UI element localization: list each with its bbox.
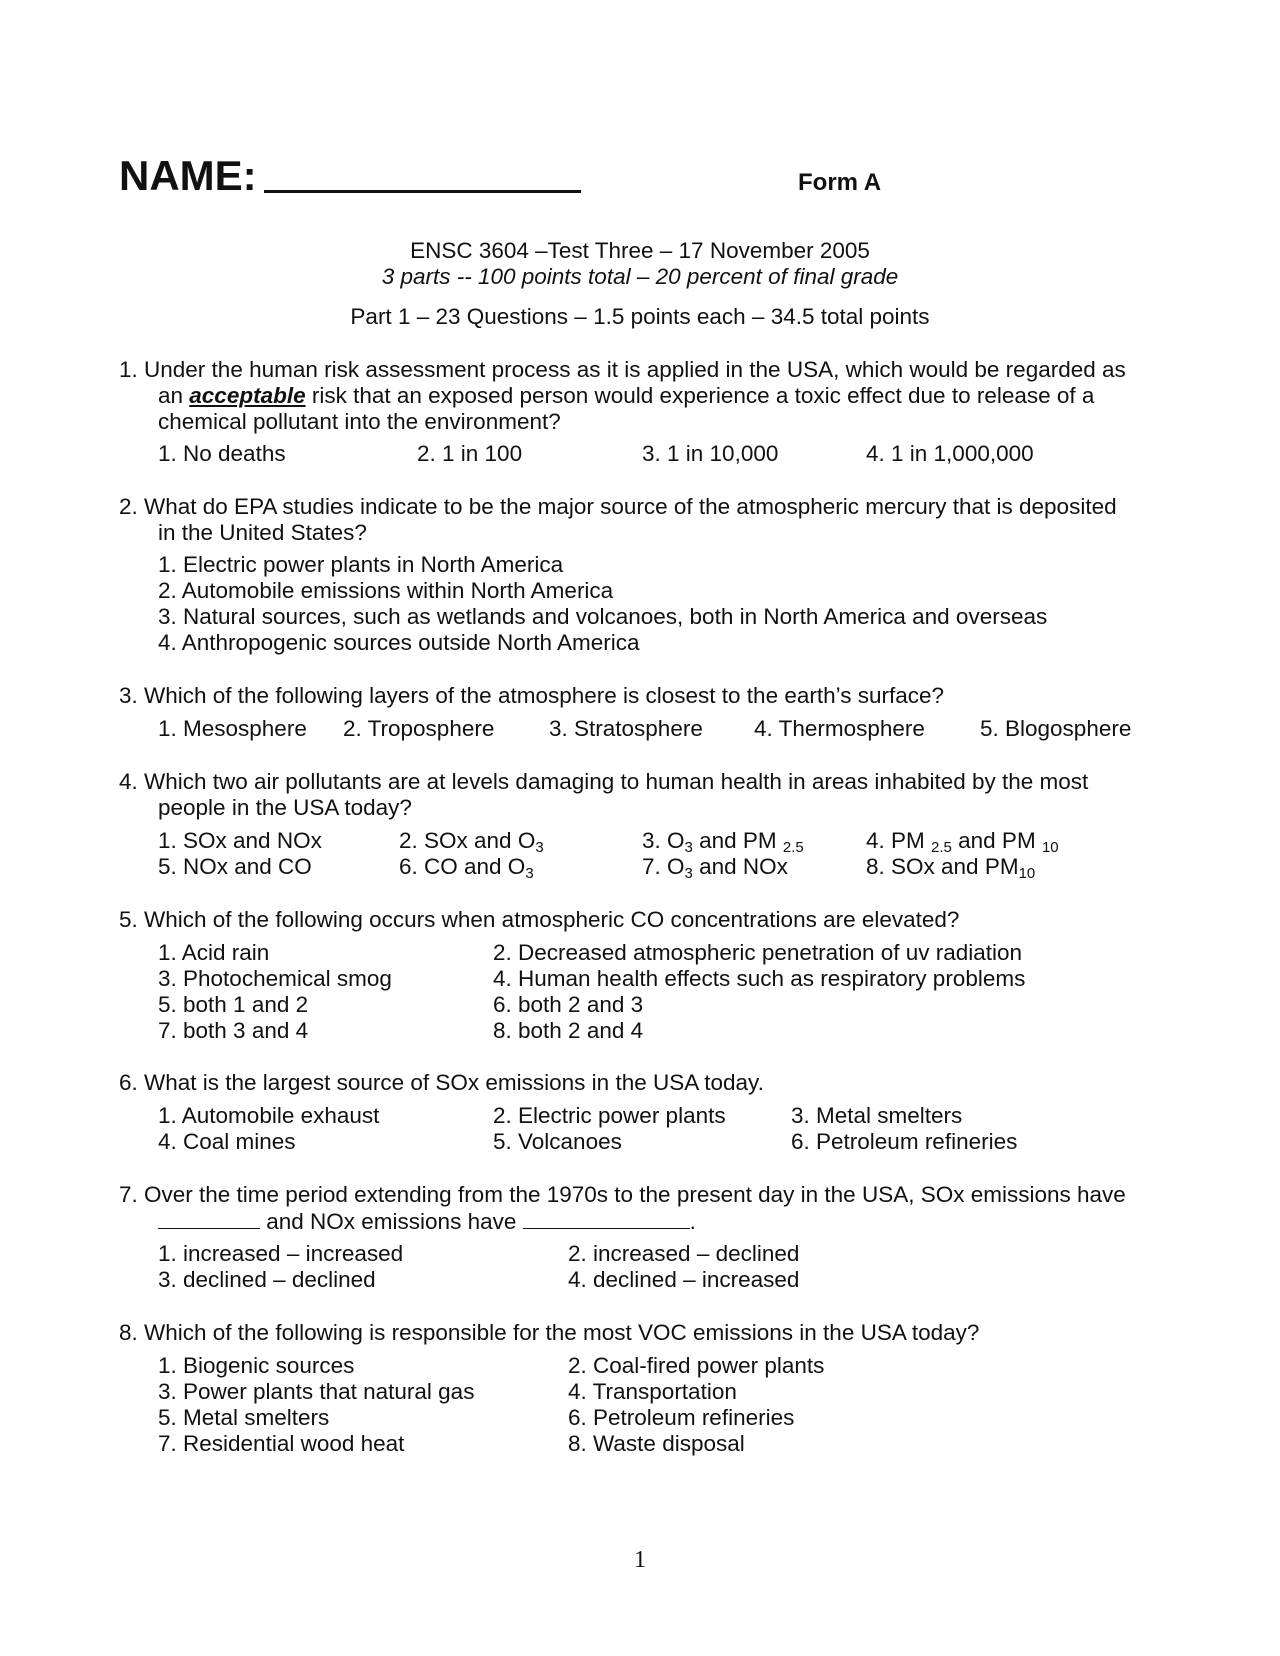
q1-line2-pre: an (158, 383, 190, 408)
q7-blank-1[interactable] (158, 1210, 260, 1229)
q6-option-4[interactable]: 4. Coal mines (158, 1129, 296, 1154)
q2-option-2[interactable]: 2. Automobile emissions within North America (158, 578, 614, 603)
q7-blank-2[interactable] (523, 1210, 690, 1229)
q6-option-1[interactable]: 1. Automobile exhaust (158, 1103, 380, 1128)
name-blank-line[interactable] (264, 190, 581, 193)
q4-option-3-sub1: 3 (684, 839, 693, 856)
q2-option-3[interactable]: 3. Natural sources, such as wetlands and volcanoes, both in North America and overseas (158, 604, 1048, 629)
part1-line: Part 1 – 23 Questions – 1.5 points each – 34.5 total points (350, 304, 930, 329)
q8-option-5[interactable]: 5. Metal smelters (158, 1405, 330, 1430)
q6-option-2[interactable]: 2. Electric power plants (493, 1103, 726, 1128)
q4-option-7[interactable] (642, 854, 788, 882)
q4-line1: 4. Which two air pollutants are at levels damaging to human health in areas inhabited by the most (119, 769, 1089, 794)
q7-option-1[interactable]: 1. increased – increased (158, 1241, 404, 1266)
q4-option-4-mid: and PM (951, 828, 1042, 853)
q8-option-2[interactable]: 2. Coal-fired power plants (568, 1353, 825, 1378)
q1-line1: 1. Under the human risk assessment process as it is applied in the USA, which would be regarded as (119, 357, 1126, 382)
q8-line1: 8. Which of the following is responsible for the most VOC emissions in the USA today? (119, 1320, 980, 1345)
q5-option-1[interactable]: 1. Acid rain (158, 940, 270, 965)
q3-option-4[interactable]: 4. Thermosphere (754, 716, 925, 741)
q4-option-6-sub: 3 (525, 865, 534, 882)
q5-option-8[interactable]: 8. both 2 and 4 (493, 1018, 644, 1043)
q4-option-7-text: 7. O (642, 854, 685, 879)
q1-line2-post: risk that an exposed person would experience a toxic effect due to release of a (305, 383, 1095, 408)
q5-option-3[interactable]: 3. Photochemical smog (158, 966, 392, 991)
q4-option-2-sub: 3 (535, 839, 544, 856)
q2-line1: 2. What do EPA studies indicate to be the major source of the atmospheric mercury that is deposited (119, 494, 1117, 519)
q4-option-5[interactable]: 5. NOx and CO (158, 854, 312, 879)
q4-option-4[interactable] (866, 828, 1059, 856)
form-label: Form A (798, 169, 882, 196)
q6-option-6[interactable]: 6. Petroleum refineries (791, 1129, 1018, 1154)
q1-option-4[interactable]: 4. 1 in 1,000,000 (866, 441, 1034, 466)
q4-line2: people in the USA today? (158, 795, 412, 820)
parts-line: 3 parts -- 100 points total – 20 percent of final grade (381, 264, 899, 289)
q4-option-1[interactable]: 1. SOx and NOx (158, 828, 322, 853)
q3-option-2[interactable]: 2. Troposphere (343, 716, 495, 741)
q4-option-8[interactable] (866, 854, 1036, 882)
q6-option-5[interactable]: 5. Volcanoes (493, 1129, 622, 1154)
q3-option-1[interactable]: 1. Mesosphere (158, 716, 307, 741)
q4-option-2[interactable] (399, 828, 544, 856)
q5-option-5[interactable]: 5. both 1 and 2 (158, 992, 309, 1017)
q5-option-7[interactable]: 7. both 3 and 4 (158, 1018, 309, 1043)
q4-option-3-mid: and PM (692, 828, 783, 853)
page-number: 1 (634, 1547, 646, 1573)
q4-option-3-sub2: 2.5 (782, 839, 804, 856)
q1-option-2[interactable]: 2. 1 in 100 (417, 441, 523, 466)
q5-line1: 5. Which of the following occurs when atmospheric CO concentrations are elevated? (119, 907, 960, 932)
q7-line1: 7. Over the time period extending from the 1970s to the present day in the USA, SOx emissions have (119, 1182, 1126, 1207)
q4-option-8-sub: 10 (1018, 865, 1036, 882)
name-label: NAME: (119, 152, 257, 199)
q2-option-1[interactable]: 1. Electric power plants in North America (158, 552, 564, 577)
q4-option-8-text: 8. SOx and PM (866, 854, 1019, 879)
q1-emphasis: acceptable (189, 383, 306, 408)
q4-option-3-text: 3. O (642, 828, 685, 853)
q4-option-6[interactable] (399, 854, 534, 882)
q7-line2-end: . (689, 1209, 696, 1234)
q1-option-3[interactable]: 3. 1 in 10,000 (642, 441, 779, 466)
q3-option-5[interactable]: 5. Blogosphere (980, 716, 1132, 741)
q4-option-4-sub2: 10 (1041, 839, 1059, 856)
q4-option-7-sub: 3 (684, 865, 693, 882)
q3-option-3[interactable]: 3. Stratosphere (549, 716, 703, 741)
q2-line2: in the United States? (158, 520, 367, 545)
q3-line1: 3. Which of the following layers of the atmosphere is closest to the earth’s surface? (119, 683, 945, 708)
q8-option-6[interactable]: 6. Petroleum refineries (568, 1405, 795, 1430)
q5-option-4[interactable]: 4. Human health effects such as respiratory problems (493, 966, 1026, 991)
course-line: ENSC 3604 –Test Three – 17 November 2005 (410, 238, 870, 263)
q7-option-3[interactable]: 3. declined – declined (158, 1267, 376, 1292)
q7-option-4[interactable]: 4. declined – increased (568, 1267, 800, 1292)
q8-option-1[interactable]: 1. Biogenic sources (158, 1353, 355, 1378)
q4-option-2-text: 2. SOx and O (399, 828, 536, 853)
q5-option-6[interactable]: 6. both 2 and 3 (493, 992, 644, 1017)
q8-option-8[interactable]: 8. Waste disposal (568, 1431, 745, 1456)
q1-option-1[interactable]: 1. No deaths (158, 441, 286, 466)
q7-option-2[interactable]: 2. increased – declined (568, 1241, 800, 1266)
q4-option-3[interactable] (642, 828, 804, 856)
q1-line2 (158, 385, 1094, 408)
q4-option-7-post: and NOx (692, 854, 788, 879)
q8-option-4[interactable]: 4. Transportation (568, 1379, 737, 1404)
q8-option-3[interactable]: 3. Power plants that natural gas (158, 1379, 475, 1404)
q7-line2 (158, 1210, 696, 1234)
q4-option-6-text: 6. CO and O (399, 854, 526, 879)
q2-option-4[interactable]: 4. Anthropogenic sources outside North America (158, 630, 640, 655)
q4-option-4-sub1: 2.5 (931, 839, 952, 856)
q6-line1: 6. What is the largest source of SOx emissions in the USA today. (119, 1070, 764, 1095)
q8-option-7[interactable]: 7. Residential wood heat (158, 1431, 405, 1456)
q7-line2-mid: and NOx emissions have (260, 1209, 523, 1234)
q6-option-3[interactable]: 3. Metal smelters (791, 1103, 963, 1128)
q4-option-4-text: 4. PM (866, 828, 932, 853)
q1-line3: chemical pollutant into the environment? (158, 409, 561, 434)
q5-option-2[interactable]: 2. Decreased atmospheric penetration of uv radiation (493, 940, 1023, 965)
